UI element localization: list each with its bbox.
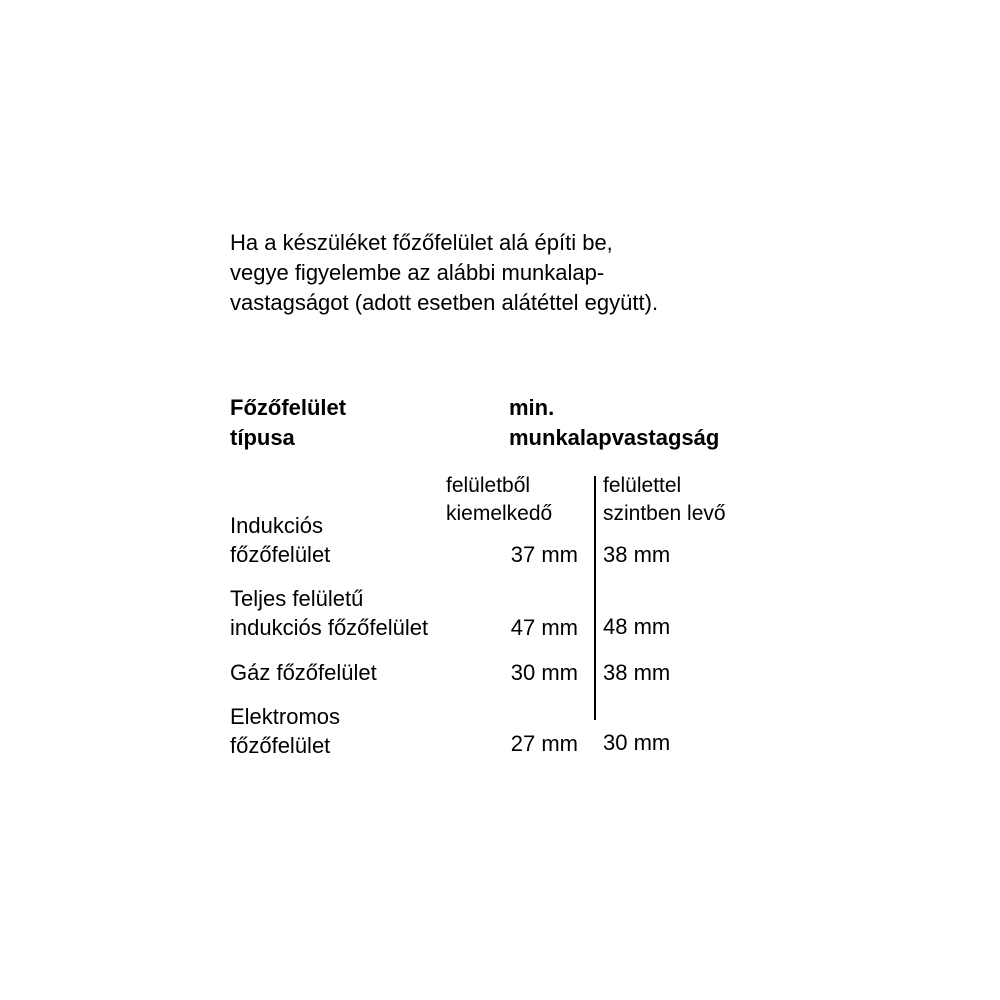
row-label-line: Teljes felületű	[230, 586, 364, 611]
intro-line: Ha a készüléket főzőfelület alá építi be,	[230, 230, 613, 255]
row-label-line: Gáz főzőfelület	[230, 660, 377, 685]
row-label-electric	[230, 702, 340, 760]
column-header-cooktop-type	[230, 393, 346, 453]
value-gas-raised: 30 mm	[510, 660, 578, 685]
value-induction-flush: 38 mm	[603, 542, 671, 567]
row-label-full-surface-induction	[230, 584, 428, 642]
value-electric-raised: 27 mm	[510, 731, 578, 756]
column-header-line: Főzőfelület	[230, 395, 347, 420]
subheader-flush	[603, 472, 726, 528]
row-label-induction	[230, 511, 330, 569]
column-divider	[594, 476, 596, 720]
subheader-raised	[446, 472, 552, 528]
column-header-line: min.	[509, 395, 555, 420]
row-label-line: főzőfelület	[230, 733, 331, 758]
intro-line: vegye figyelembe az alábbi munkalap-	[230, 260, 605, 285]
intro-line: vastagságot (adott esetben alátéttel együtt).	[230, 290, 659, 315]
row-label-line: indukciós főzőfelület	[230, 615, 429, 640]
column-header-min-thickness	[509, 393, 719, 453]
subheader-line: felületből	[446, 474, 531, 497]
row-label-line: főzőfelület	[230, 542, 331, 567]
value-gas-flush: 38 mm	[603, 660, 671, 685]
value-electric-flush: 30 mm	[603, 730, 671, 755]
column-header-line: munkalapvastagság	[509, 425, 720, 450]
subheader-line: kiemelkedő	[446, 502, 553, 525]
row-label-line: Indukciós	[230, 513, 323, 538]
subheader-line: felülettel	[603, 474, 682, 497]
value-full-surface-flush: 48 mm	[603, 614, 671, 639]
row-label-gas	[230, 658, 377, 687]
intro-paragraph	[230, 228, 830, 318]
column-header-line: típusa	[230, 425, 295, 450]
value-induction-raised: 37 mm	[510, 542, 578, 567]
subheader-line: szintben levő	[603, 502, 726, 525]
row-label-line: Elektromos	[230, 704, 341, 729]
value-full-surface-raised: 47 mm	[510, 615, 578, 640]
